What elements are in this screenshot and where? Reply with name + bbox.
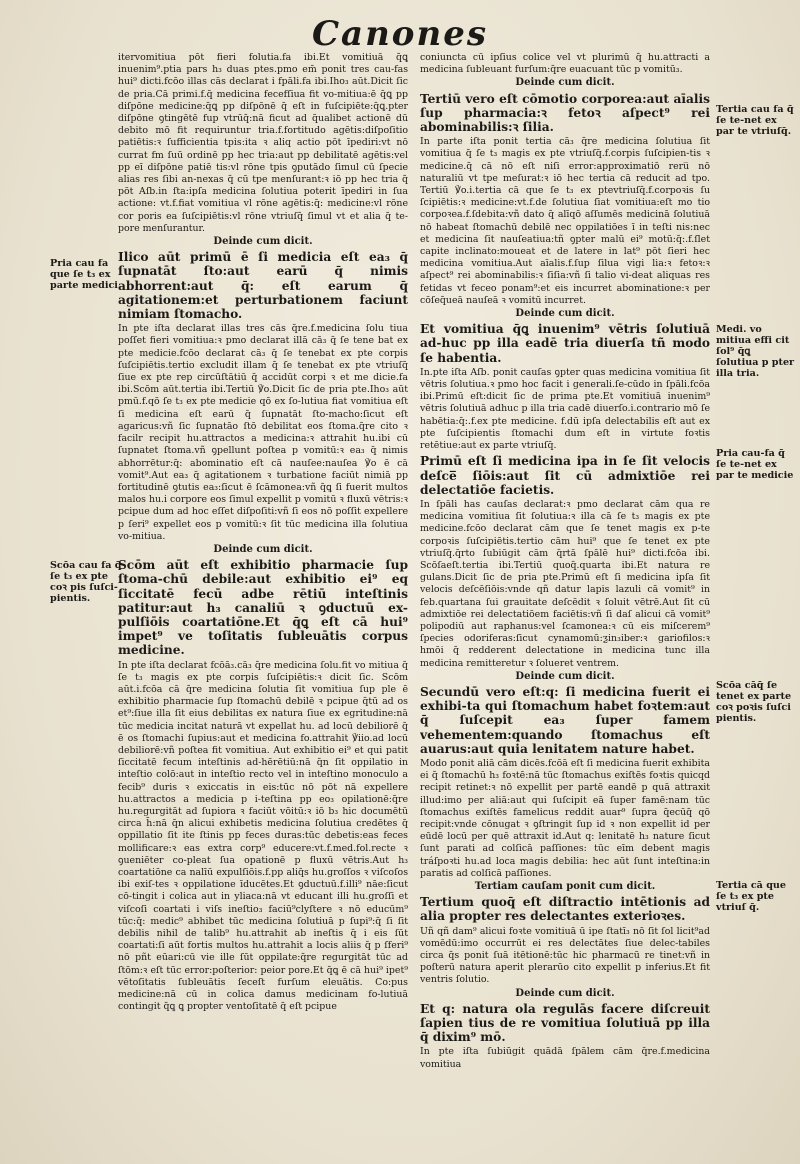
margin-note: Pria cau fa que ſe t₃ ex parte medici. — [50, 258, 122, 291]
commentary-paragraph: In parte iſta ponit tertia cā₃ q̄re medicina ſolutiua ſit vomitiua q̄ ſe t₃ magis ex pte vtriuſq̄.f.corpis ſuſcipien-tis ꝛ medicine.q̄ cā nō eſt niſi error:approximatiō reru̅ nō naturaliū vt tpe meſurat:ꝛ iō hec tertia cā reducit ad tpo. Tertiū ℣o.i.tertia cā que ſe t₃ ex ptevtriuſq̄.f.corpoꝛis ſu ſcipiētis:ꝛ medicine:vt.f.de ſolutiua ſiat vomitiua:eſt mo tio corpoꝛea.f.ſdebita:vñ dato q̄ alīqō aſſumēs medicinā ſolutiuā nō habeat ſtomachū debilē nec oppilatiōes ī in teſti nis:nec et medicina ſit nauſeatiua:tñ ꝯpter malū ei⁹ motū:q̄:.f.ſlet capite inclinato:moueat et de latere in lat⁹ pōt ſieri hec medicina vomitiua.Aut aīalis.f.ſup ſilua vigi lia:ꝛ fetoꝛ:ꝛ aſpect⁹ rei abominabilis:ꝛ ſiſia:vñ ſi talio vi-deat aliquas res fetidas vt feceo ponam⁹:et eis incurret abominatione:ꝛ per cōſeq̄ueā nauſeā ꝛ vomitū incurret. — [420, 136, 710, 306]
lemma-paragraph: Tertium quoq̄ eſt diſtractio intētionis ad alia propter res delectantes exterioꝛes. — [420, 895, 710, 924]
lemma-paragraph: Scōm aūt eſt exhibitio pharmacie ſup ſtoma-chū debile:aut exhibitio ei⁹ eq ſiccitatē fecū adbe rētiū inteſtinis patitur:aut h₃ canaliū ꝛ ꝯductuū ex-pulſiōis coartatiōne.Et q̄ꝗ eſt cā hui⁹ impet⁹ ve toſitatis ſubleuātis corpus medicine. — [118, 558, 408, 658]
commentary-paragraph: In.pte iſta Aſb. ponit cauſas ꝯpter quas medicina vomitiua ſit vētris ſolutiua.ꝛ pmo hoc facit i generali.ſe-cūdo in ſpāli.fcōa ibi.Primū eſt:dicit ſic de prima pte.Et vomitiuā inuenim⁹ vētris ſolutiuā adhuc p illa tria cadē diuerſo.i.contrario mō ſe habētia:q̄:.f.ex pte medicine. f.dū ipſa delectabilis eſt aut ex pte ſuſcipientis ſtomachi dum eſt in virtute foꝛtis retētiue:aut ex parte vtriuſq̄. — [420, 366, 710, 452]
commentary-paragraph: In pte iſta ſubiūgit quādā ſpālem cām q̄re.f.medicina vomitiua — [420, 1046, 710, 1070]
lemma-paragraph: Primū eſt ſi medicina ipa in ſe ſit velocis deſce̅ ſiōis:aut ſit cū admixtiōe rei delectatiōe facietis. — [420, 454, 710, 497]
lemma-paragraph: Secundū vero eſt:q: ſi medicina fuerit ei exhibi-ta qui ſtomachum habet foꝛtem:aut q̄ ſuſcepit ea₃ ſuper famem vehementem:quando ſtomachus eſt auarus:aut quia lenitatem nature habet. — [420, 684, 710, 756]
commentary-paragraph: In pte iſta declarat fcōā₃.cā₃ q̄re medicina ſolu.fit vo mitiua q̄ ſe t₃ magis ex pte corpis ſuſcipiētis:ꝛ dicit ſic. Scōm aūt.i.fcōa cā q̄re medicina ſolutia ſit vomitiua ſup ple ē exhibitio pharmacie ſup ſtomachū debilē ꝛ pcipue q̄tū ad os et⁹:ſiue illa ſit eius debilitas ex natura ſiue ex egritudine:nā tūc medicia incitat naturā vt expellat hu. ad locū debiliorē q̄ ē os ſtomachi ſupius:aut et medicina fo.attrahit ℣iio.ad locū debiliorē:vñ poſtea fit vomitiua. Aut exhibitio ei⁹ et qui patit ſiccitatē fecum inteſtinis ad-hērētiū:nā q̄n ſit oppilatio in inteſtio colō:aut in inteſtio recto vel in inteſtino monoculo a fecib⁹ duris ꝛ exiccatis in eis:tūc nō pōt nā expellere hu.attractos a medicia p i-teſtina pp eo₃ opilationē:q̄re hu.regurgitāt ad ſupiora ꝛ faciūt vōitū:ꝛ iō b₃ hic documētū circa h̄:nā q̄n alicui exhibetis medicina ſolutiua credētes q̄ oppillatio ſit ite ſtinis pp feces duras:tūc debetis:eas feces mollificare:ꝛ eas extra corp⁹ educere:vt.f.med.fol.recte ꝛ ꝯueniēter co-pleat ſua opationē p fluxū vētris.Aut h₃ coartatiōne ca nalīū expulſiōis.f.pp aliq̄s hu.groſſos ꝛ viſcoſos ibi exiſ-tes ꝛ oppilatione īducētes.Et ꝯductuū.f.illi⁹ nāe:ſicut cō-tingit i colica aut in yliaca:nā vt educant illi hu.groſſi et viſcoſi coartati i viſs ineſtio₃ faciū⁹clyſtere ꝛ nō educūm⁹ tūc:q̄: medic⁹ abhibet tūc medicina ſolutiuā p ſupi⁹:q̄ ſi ſit debilis nihil de talib⁹ hu.attrahit ab ineſtis q̄ i eis ſūt coartati:ſi aūt fortis multos hu.attrahit a locis aliis q̄ p ſferi⁹ nō pñt eūari:cū vie ille ſūt oppilate:q̄re regurgitāt tūc ad ſtōm:ꝛ eſt tūc error:poſterior: peior pore.Et q̄ꝗ ē cā hui⁹ ipet⁹ vētoſitatis ſubleuātis ſeceſt furſum eleuātis. Co:pus medicine:nā cū in colica damus medicinam fo-lutiuā contingit q̄ꝗ ꝗ propter ventoſitatē q̄ eſt pcipue — [118, 659, 408, 1013]
left-column — [118, 52, 408, 1152]
margin-note: Medi. vo mitiua effi cit ſol⁹ q̄ꝗ ſolutiua p pter illa tria. — [716, 324, 795, 379]
margin-note: Scōa cāq̄ ſe tenet ex parte coꝛ poꝛis ſuſci pientis. — [716, 680, 792, 724]
commentary-paragraph: itervomitiua pōt fieri folutia.fa ibi.Et vomitiuā q̄ꝗ inuenim⁹.ptia pars h₃ duas ptes.pmo em̄ ponit tres cau-fas hui⁹ dicti.fcōo illas cās declarat i fpāli.fa ibi.Iho₃ aūt.Dicit ſic de pria.Cā primi.f.q̄ medicina fecefſiua fit vo-mitiua:ē q̄ꝗ pp diſpōne medicine:q̄ꝗ pp diſpōnē q̄ eſt in fuſcipiēte:q̄ꝗ.pter diſpōne ꝯtingētē fup vtrūq̄:nā ficut ad q̄ualibet actionē dū debito mō fit requiruntur tria.f.fortitudo agētis:diſpoſitio patiētis:ꝛ ſufficientia tpis:ita ꝛ aliq actio pōt īpediri:vt nō currat fm ſuū ordinē pp hec tria:aut pp debilitatē agētis:vel pp eī diſpōne patiē tis:vl rōne tpis ꝯputādo ſimul cū ſpecie alias res ſibi an-nexas q̄ cū tpe menſurant:ꝛ iō pp hec tria q̄ pōt Aſb.in ſta:ipſa medicina ſolutiua poterit īpediri in ſua actione: vt.f.fiat vomitiua vl rōne agētis:q̄: medicine:vl rōne cor poris ea ſuſcipiētis:vl rōne vtriuſq̄ ſimul vt et alia q̄ te-pore menſurantur. — [118, 52, 408, 234]
commentary-paragraph: In ſpāli has cauſas declarat:ꝛ pmo declarat cām qua re medicina vomitiua ſit ſolutiua:ꝛ illa cā ſe t₃ magis ex pte medicine.fcōo declarat cām que ſe tenet magis ex p-te corpoꝛis ſuſcipiētis.tertio cām hui⁹ que ſe tenet ex pte vtriuſq̄.q̄rto ſubiūgit cām q̄rtā ſpālē hui⁹ dicti.fcōa ibi. Scōſaeſt.tertia ibi.Tertiū quoq̄.quarta ibi.Et natura re gulans.Dicit ſic de pria pte.Primū eſt ſi medicina ipſa ſit velocis deſcēſiōis:vnde qñ datur lapis lazuli cā vomit⁹ in feb.quartana ſui grauitate deſcēdit ꝛ ſoluit vētrē.Aut ſit cū admixtiōe rei delectatiōem faciētis:vñ ſi daſ alicui cā vomit⁹ polipodiū aut raphanus:vel ſcamonea:ꝛ cū eis miſcerem⁹ ſpecies odoriferas:ſicut cynamomū:ƺin₃iber:ꝛ gariofilos:ꝛ hmōi q̄ redderent delectatione in medicina tunc illa medicina remitteretur ꝛ ſolueret ventrem. — [420, 498, 710, 669]
lemma-paragraph: Et q: natura ola regulās facere diſcreuit ſapien tius de re vomitiua ſolutiuā pp illa q̄ dixim⁹ mō. — [420, 1001, 710, 1045]
section-rubric: Deinde cum dicit. — [515, 670, 615, 682]
right-column — [420, 52, 710, 1152]
section-rubric: Deinde cum dicit. — [515, 77, 615, 89]
section-rubric: Deinde cum dicit. — [213, 236, 313, 248]
margin-note: Scōa cau fa q̄ ſe t₃ ex pte coꝛ pis ſuſci-pientis. — [50, 560, 122, 604]
commentary-paragraph: Uñ qñ dam⁹ alicui foꝛte vomitiuā ū ipe ſtatī₃ nō ſit ſol licit⁹ad vomēdū:imo occurrūt ei res delectātes ſiue delec-tabiles circa q̄s ponit ſuā itētionē:tūc hic pharmacū re tinet:vñ in poſterū natura aperit plerarūo cito expellit p inferius.Et fit ventris ſolutio. — [420, 925, 710, 986]
commentary-paragraph: In pte iſta declarat illas tres cās q̄re.f.medicina ſolu tiua poſſet fieri vomitiua:ꝛ pmo declarat illā cā₃ q̄ ſe tene bat ex pte medicie.fcōo declarat cā₃ q̄ ſe tenebat ex pte corpis ſuſcipiētis.tertio excludit illam q̄ ſe tenebat ex pte vtriuſq̄ ſiue ex pte rep circūſtātiū q̄ accidūt corpi ꝛ et me dicie.fa ibi.Scōm aūt.tertia ibi.Tertiū ℣o.Dicit ſic de pria pte.Iho₃ aūt pmū.f.qō ſe t₃ ex pte medicie qō ex ſo-lutiua fiat vomitiua eſt ſi medicina eſt earū q̄ ſupnatāt ſto-macho:ſicut eſt agaricus:vñ ſic ſupnatāo ſtō debilitat eos ſtoma.q̄re cito ꝛ facilr recipit hu.attractos a medicina:ꝛ attrahit hu.ibi cū ſupnatet ſtoma.vñ ꝯpellunt poſtea p vomitū:ꝛ ea₃ q̄ nimis abhorrētur:q̄: abominatio eſt cā nauſee:nauſea ℣o ē cā vomit⁹.Aut ea₃ q̄ agitationem ꝛ turbatione faciūt nimiā pp fortitudinē ꝯtutis ea₃:ſicut ē ſcāmonea:vñ q̄ꝗ ſi fuerit multos malos hu.i corpore eos ſimul expellit p vomitū ꝛ fluxū vētris:ꝛ pcipue dum ad hoc eſſet diſpoſiti:vñ ſi eos nō poſſit expellere p ſeri⁹ expellet eos p vomitū:ꝛ ſit tūc medicina illa ſolutiua vo-mitiua. — [118, 323, 408, 542]
section-rubric: Tertiam cauſam ponit cum dicit. — [474, 881, 656, 892]
section-rubric: Deinde cum dicit. — [515, 308, 615, 320]
section-rubric: Deinde cum dicit. — [515, 987, 615, 999]
margin-note: Tertia cau fa q̄ ſe te-net ex par te vtriuſq̄. — [716, 104, 794, 137]
section-rubric: Deinde cum dicit. — [213, 543, 313, 555]
margin-note: Tertia cā que ſe t₃ ex pte vtriuſ q̄. — [716, 880, 787, 913]
running-head: Canones — [312, 14, 488, 54]
commentary-paragraph: Modo ponit aliā cām dicēs.fcōā eſt ſi medicina fuerit exhibita ei q̄ ſtomachū h₃ foꝛtē:nā tūc ſtomachus exiſtēs foꝛtis quicqd recipit retinet:ꝛ nō expellit per partē eandē p quā attraxit illud:imo per aliā:aut qui ſuſcipit eā ſuper famē:nam tūc ſtomachus exiſtēs famelicus reddit auar⁹ ſupra q̄ecūq̄ qō recipit:vnde cōnugat ꝛ ꝯſtringit ſup id ꝛ non expellit id per eūdē locū per quē attraxit id.Aut q: lenitatē h₃ nature ſicut ſunt parati ad colſicā paſſiones: tūc eīm debent magis tráſpoꝛti hu.ad loca magis debilia: hec aūt ſunt inteſtina:in paratis ad colſicā paſſiones. — [420, 757, 710, 879]
lemma-paragraph: Et vomitiua q̄ꝗ inuenim⁹ vētris ſolutiuā ad-huc pp illa eadē tria diuerſa tñ modo ſe habentia. — [420, 322, 710, 365]
lemma-paragraph: Tertiū vero eſt cōmotio corporea:aut aīalis ſup pharmacia:ꝛ fetoꝛ aſpect⁹ rei abominabilis:ꝛ ſilia. — [420, 91, 710, 135]
margin-note: Pria cau-fa q̄ ſe te-net ex par te medicie — [716, 448, 794, 481]
lemma-paragraph: Ilico aūt primū ē ſi medicia eſt ea₃ q̄ ſupnatāt ſto:aut earū q̄ nimis abhorrent:aut q̄: eſt earum q̄ agitationem:et perturbationem faciunt nimiam ſtomacho. — [118, 250, 408, 322]
commentary-paragraph: coniuncta cū ipſius colice vel vt plurimū q̄ hu.attracti a medicina ſubleuant furſum:q̄re euacuant tūc p vomitū₃. — [420, 52, 710, 76]
